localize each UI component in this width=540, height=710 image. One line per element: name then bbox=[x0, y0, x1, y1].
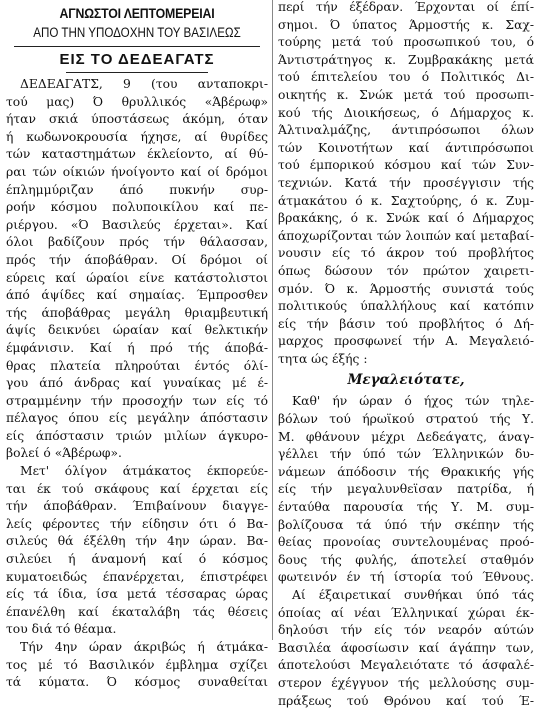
left-column bbox=[6, 0, 268, 692]
text-line: περί τήν έξέδραν. Έρχονται οί έπί- bbox=[278, 0, 534, 14]
column-divider bbox=[272, 0, 273, 640]
text-line: κού τής Διοικήσεως, ό Δήμαρχος κ. bbox=[278, 105, 534, 120]
text-line: τών καταστημάτων έκλείοντο, αί θύ- bbox=[6, 147, 268, 162]
text-line: σιλεύς θά έξέλθη τήν 4ην ώραν. Βα- bbox=[6, 534, 268, 549]
text-line: ΔΕΔΕΑΓΑΤΣ, 9 (του ανταποκρι- bbox=[20, 77, 268, 91]
text-line: θρας πλατεία πληρούται έντός όλί- bbox=[6, 358, 268, 373]
text-line: σιλεύει ή άναμονή καί ό κόσμος bbox=[6, 552, 268, 567]
text-line: πράξεως τού Θρόνου καί τού Έ- bbox=[278, 693, 534, 708]
text-line: γου άπό άνδρας καί γυναίκας μέ έ- bbox=[6, 376, 268, 391]
text-line: βολεί ό «Άβέρωφ». bbox=[6, 446, 122, 461]
text-line: ένταύθα παρουσία τής Υ. Μ. συμ- bbox=[278, 500, 534, 515]
text-line: όπως δώσουν τόν πρώτον χαιρετι- bbox=[278, 263, 534, 278]
text-line: όλοι βαδίζουν πρός τήν θάλασσαν, bbox=[6, 235, 268, 250]
text-line: φωτεινόν έν τή ίστορία τού Έθνους. bbox=[278, 570, 534, 585]
text-line: κυματοειδώς έπανέρχεται, έπιστρέφει bbox=[6, 569, 268, 584]
text-line: άποτελούσι Μεγαλειότατε τό άσφαλέ- bbox=[278, 658, 534, 673]
text-line: ραι τών οίκιών ήνοίγοντο καί οί δρόμοι bbox=[6, 164, 268, 179]
text-line: τού μας) Ό θρυλλικός «Άβέρωφ» bbox=[6, 94, 268, 109]
text-line: πρός τήν άποβάθραν. Οί δρόμοι οί bbox=[6, 252, 268, 267]
text-line: του διά τό θέαμα. bbox=[6, 622, 117, 637]
text-line: στραμμένην τήν προσοχήν των είς τό bbox=[6, 393, 268, 408]
text-line: Καθ' ήν ώραν ό ήχος τών τηλε- bbox=[292, 394, 534, 409]
text-line: Τήν 4ην ώραν άκριβώς ή άτμάκα- bbox=[20, 640, 268, 654]
text-line: άποχωρίζονται τών λοιπών καί μεταβαί- bbox=[278, 228, 534, 243]
text-line: βρακάκης, ό κ. Σνώκ καί ό Δήμαρχος bbox=[278, 211, 534, 226]
text-line: σμόν. Ό κ. Άρμοστής συνιστά τούς bbox=[278, 281, 534, 296]
text-line: μαρχος προσφωνεί τήν Α. Μεγαλειό- bbox=[278, 334, 534, 349]
text-line: Άλτιναλμάζης, άντιπρόσωποι όλων bbox=[278, 123, 534, 138]
right-column bbox=[278, 0, 534, 710]
text-line: άψίς δεικνύει ώραίαν καί θελκτικήν bbox=[6, 323, 268, 338]
headline-rule bbox=[14, 46, 260, 47]
text-line: τά κύματα. Ό κόσμος συναθείται bbox=[6, 675, 268, 690]
address-body bbox=[278, 393, 534, 710]
text-line: άπό άψίδες καί σημαίας. Έμπροσθεν bbox=[6, 288, 268, 303]
text-line: τούρης μετά τού προσωπικού του, ό bbox=[278, 35, 534, 50]
text-line: νουσιν είς τό άκρον τού προβλήτος bbox=[278, 246, 534, 261]
subhead-rule bbox=[66, 72, 208, 73]
right-article-body bbox=[278, 0, 534, 368]
text-line: λείς φέροντες τήν είδησιν ότι ό Βα- bbox=[6, 516, 268, 531]
text-line: δους τής φυλής, άποτελεί σταθμόν bbox=[278, 552, 534, 567]
text-line: στερον έχέγγυον τής μελλούσης συμ- bbox=[278, 675, 534, 690]
text-line: τών Κοινοτήτων καί άντιπρόσωποι bbox=[278, 140, 534, 155]
text-line: ροήν κόσμου πολυποικίλου καί πε- bbox=[6, 200, 268, 215]
text-line: βολίζουσα τά ύπό τήν σκέπην τής bbox=[278, 517, 534, 532]
text-line: τεχνιών. Κατά τήν προσέγγισιν τής bbox=[278, 175, 534, 190]
text-line: οικητής κ. Σνώκ μετά τού προσωπι- bbox=[278, 87, 534, 102]
text-line: Άντιστράτηγος κ. Ζυμβρακάκης μετά bbox=[278, 52, 534, 67]
text-line: τού έπιτελείου του ό Πολιτικός Δι- bbox=[278, 70, 534, 85]
text-line: ήταν σκιά ύποστάσεως άκόμη, όταν bbox=[6, 112, 268, 127]
text-line: ή κωδωνοκρουσία ήχησε, αί θυρίδες bbox=[6, 129, 268, 144]
text-line: τος μέ τό Βασιλικόν έμβλημα σχίζει bbox=[6, 657, 268, 672]
text-line: τού έμπορικού κόσμου καί τών Συν- bbox=[278, 158, 534, 173]
left-article-body bbox=[6, 76, 268, 692]
text-line: ται έκ τού σκάφους καί έρχεται είς bbox=[6, 481, 268, 496]
text-line: έμφάνισιν. Καί ή πρό τής άποβά- bbox=[6, 340, 268, 355]
text-line: ριέργου. «Ό Βασιλεύς έρχεται». Καί bbox=[6, 217, 268, 232]
text-line: τητα ώς έξής : bbox=[278, 351, 368, 366]
text-line: όποίας αί νέαι Έλληνικαί χώραι έκ- bbox=[278, 605, 534, 620]
headline-secondary: ΑΠΟ ΤΗΝ ΥΠΟΔΟΧΗΝ ΤΟΥ ΒΑΣΙΛΕΩΣ bbox=[33, 25, 241, 40]
text-line: δηλούσι τήν είς τόν νεαρόν αύτών bbox=[278, 623, 534, 638]
text-line: Μετ' όλίγον άτμάκατος έκπορεύε- bbox=[20, 464, 268, 479]
text-line: Βασιλέα άφοσίωσιν καί άγάπην των, bbox=[278, 640, 534, 655]
text-line: είς άπόστασιν τριών μιλίων άγκυρο- bbox=[6, 428, 268, 443]
text-line: έπλημμύριζαν άπό πυκνήν συρ- bbox=[6, 182, 268, 197]
text-line: είς τήν βάσιν τού προβλήτος ό Δή- bbox=[278, 316, 534, 331]
text-line: είς τήν μεγαλυνθεϊσαν πατρίδα, ή bbox=[278, 482, 534, 497]
text-line: πολιτικούς ύπαλλήλους καί κατόπιν bbox=[278, 299, 534, 314]
headline: ΑΓΝΩΣΤΟΙ ΛΕΠΤΟΜΕΡΕΙΑΙ bbox=[59, 5, 215, 21]
text-line: γέλλει τήν ύπό τών Έλληνικών δυ- bbox=[278, 447, 534, 462]
address-heading: Μεγαλειότατε, bbox=[347, 372, 465, 389]
text-line: Μ. φθάνουν μέχρι Δεδεάγατς, άναγ- bbox=[278, 429, 534, 444]
text-line: είς τά ίδια, ίσα μετά τέσσαρας ώρας bbox=[6, 587, 268, 602]
text-line: έπανέλθη καί έκαταλάβη τάς θέσεις bbox=[6, 604, 268, 619]
text-line: τήν άποβάθραν. Έπιβαίνουν διαγγε- bbox=[6, 499, 268, 514]
text-line: εύρεις καί ώραίοι είνε κατάστολιστοι bbox=[6, 270, 268, 285]
text-line: πέλαγος όπου είς μεγάλην άπόστασιν bbox=[6, 411, 268, 426]
text-line: βόλων τού ήρωϊκού στρατού τής Υ. bbox=[278, 412, 534, 427]
text-line: σημοι. Ό ύπατος Άρμοστής κ. Σαχ- bbox=[278, 17, 534, 32]
dateline-heading: ΕΙΣ ΤΟ ΔΕΔΕΑΓΑΤΣ bbox=[59, 51, 215, 68]
text-line: άτμακάτου ό κ. Σαχτούρης, ό κ. Ζυμ- bbox=[278, 193, 534, 208]
text-line: τής άποβάθρας μεγάλη θριαμβευτική bbox=[6, 305, 268, 320]
text-line: Αί έξαιρετικαί συνθήκαι ύπό τάς bbox=[292, 588, 534, 602]
text-line: θείας προνοίας συντελουμένας προό- bbox=[278, 535, 534, 550]
text-line: νάμεων άπόδοσιν τής Θρακικής γής bbox=[278, 464, 534, 479]
